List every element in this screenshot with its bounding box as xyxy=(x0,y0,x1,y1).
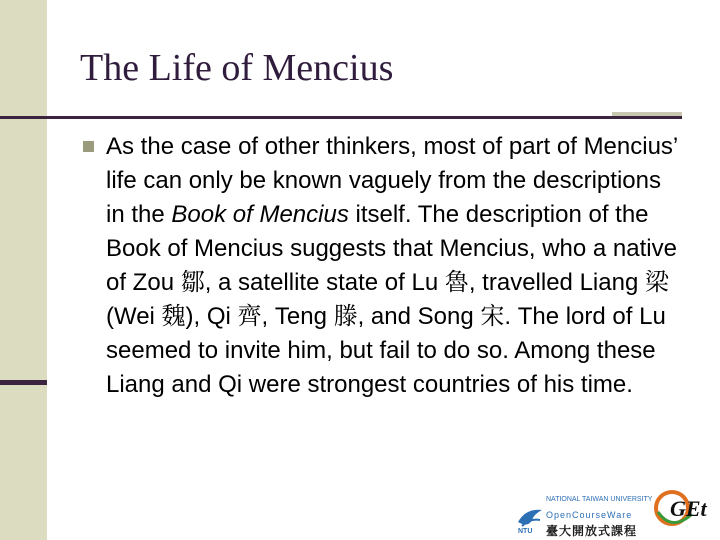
bullet-text-part-1: As the case of other thinkers, most of part of Mencius’ life can only be known vaguely from the descriptions in the xyxy=(106,133,678,228)
ocw-chinese-label: 臺大開放式課程 xyxy=(546,524,638,538)
left-decorative-band xyxy=(0,0,47,540)
ocw-university-label: NATIONAL TAIWAN UNIVERSITY xyxy=(546,496,653,503)
bullet-text xyxy=(106,130,684,402)
bullet-square-icon xyxy=(83,141,94,152)
left-accent-bar xyxy=(0,380,47,385)
book-title-italic: Book of Mencius xyxy=(171,201,349,228)
ocw-name-label: OpenCourseWare xyxy=(546,510,633,520)
bullet-text-part-3: itself. The description of the Book of Mencius suggests that Mencius, who a native of Zou 鄒, a satellite state of Lu 魯, travelled Liang 梁 (Wei 魏), Qi 齊, Teng 滕, and Song 宋. The lord of Lu seemed to invite him, but fail to do so. Among these Liang and Qi were strongest countries of his time. xyxy=(106,201,677,398)
get-logo-text: GEt xyxy=(670,496,707,521)
title-divider-rule xyxy=(0,116,682,119)
ntu-label: NTU xyxy=(518,528,533,535)
slide-title: The Life of Mencius xyxy=(80,47,394,89)
get-logo-icon xyxy=(652,484,716,534)
